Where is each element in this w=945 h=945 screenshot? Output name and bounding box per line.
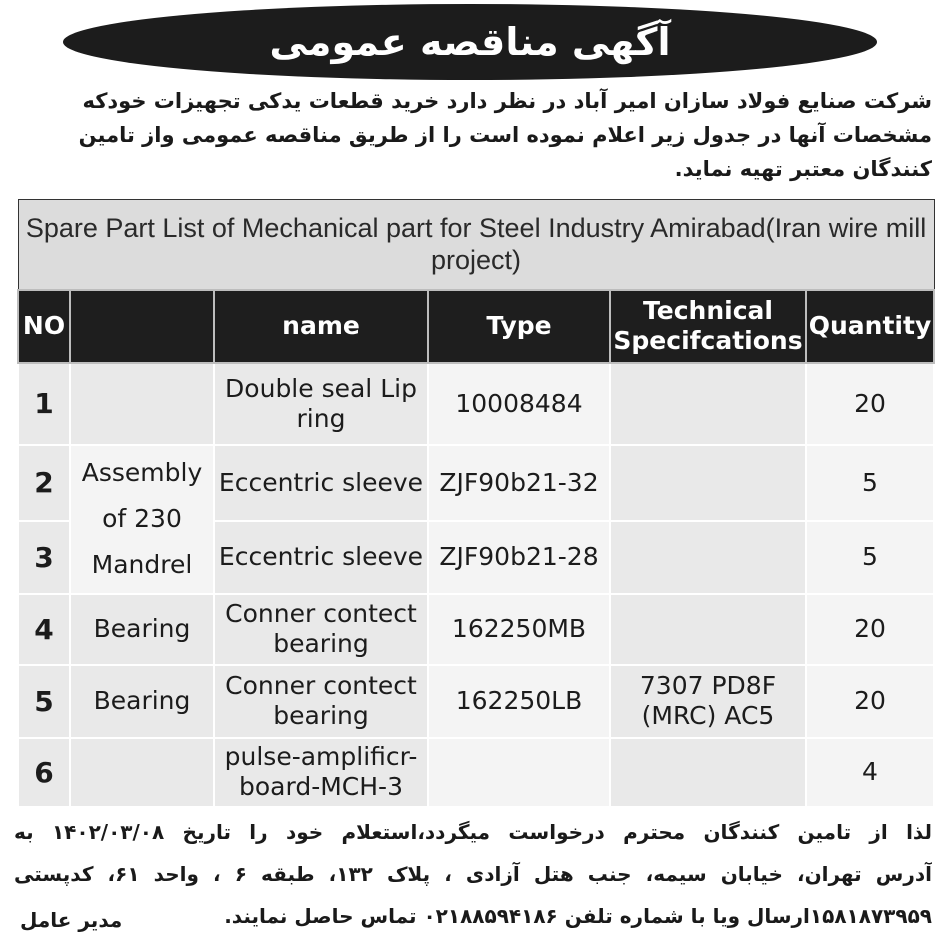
row-group: Bearing: [70, 665, 214, 738]
row-type: 162250MB: [428, 594, 610, 665]
row-type: [428, 738, 610, 807]
row-name: Eccentric sleeve: [214, 445, 428, 521]
table-row: [18, 445, 934, 521]
closing-line: لذا از تامین کنندگان محترم درخواست میگردد،استعلام خود را تاریخ ۱۴۰۲/۰۳/۰۸ به: [14, 820, 932, 844]
header-group: [70, 290, 214, 363]
row-quantity: 20: [806, 363, 934, 445]
header-technical-specifications: Technical Specifcations: [610, 290, 806, 363]
intro-line: مشخصات آنها در جدول زیر اعلام نموده است را از طریق مناقصه عمومی واز تامین: [78, 123, 932, 147]
header-quantity: Quantity: [806, 290, 934, 363]
row-no: 4: [18, 594, 70, 665]
row-no: 2: [18, 445, 70, 521]
closing-paragraph: [14, 811, 932, 937]
table-caption: Spare Part List of Mechanical part for Steel Industry Amirabad(Iran wire mill project): [18, 200, 934, 290]
row-no: 3: [18, 521, 70, 594]
row-tech: 7307 PD8F (MRC) AC5: [610, 665, 806, 738]
row-tech: [610, 363, 806, 445]
header-name: name: [214, 290, 428, 363]
row-name: Conner contect bearing: [214, 665, 428, 738]
row-type: ZJF90b21-28: [428, 521, 610, 594]
table-row: [18, 363, 934, 445]
row-type: 10008484: [428, 363, 610, 445]
row-group: Assembly of 230 Mandrel: [70, 445, 214, 594]
row-quantity: 5: [806, 521, 934, 594]
row-group: [70, 738, 214, 807]
row-type: 162250LB: [428, 665, 610, 738]
closing-line: آدرس تهران، خیابان سیمه، جنب هتل آزادی ، پلاک ۱۳۲، طبقه ۶ ، واحد ۶۱، کدپستی: [14, 862, 932, 886]
intro-line: شرکت صنایع فولاد سازان امیر آباد در نظر دارد خرید قطعات یدکی تجهیزات خودکه: [82, 89, 932, 113]
row-name: Eccentric sleeve: [214, 521, 428, 594]
title-banner: [63, 4, 877, 80]
row-name: Double seal Lip ring: [214, 363, 428, 445]
row-type: ZJF90b21-32: [428, 445, 610, 521]
row-no: 5: [18, 665, 70, 738]
row-tech: [610, 445, 806, 521]
table-row: [18, 738, 934, 807]
header-type: Type: [428, 290, 610, 363]
row-name: pulse-amplificr-board-MCH-3: [214, 738, 428, 807]
row-group: [70, 363, 214, 445]
row-tech: [610, 594, 806, 665]
row-quantity: 4: [806, 738, 934, 807]
signature-title: مدیر عامل: [20, 908, 123, 932]
row-name: Conner contect bearing: [214, 594, 428, 665]
row-quantity: 5: [806, 445, 934, 521]
spare-parts-table: [17, 199, 935, 808]
header-no: NO: [18, 290, 70, 363]
row-group: Bearing: [70, 594, 214, 665]
intro-line: کنندگان معتبر تهیه نماید.: [674, 157, 932, 181]
closing-line: ۱۵۸۱۸۷۳۹۵۹ارسال ویا با شماره تلفن ۰۲۱۸۸۵۹۴۱۸۶ تماس حاصل نمایند.: [224, 904, 932, 928]
row-tech: [610, 738, 806, 807]
row-quantity: 20: [806, 594, 934, 665]
table-row: [18, 665, 934, 738]
row-no: 1: [18, 363, 70, 445]
row-quantity: 20: [806, 665, 934, 738]
intro-paragraph: [14, 84, 932, 186]
row-tech: [610, 521, 806, 594]
table-row: [18, 594, 934, 665]
row-no: 6: [18, 738, 70, 807]
page-title: آگهی مناقصه عمومی: [269, 20, 671, 64]
